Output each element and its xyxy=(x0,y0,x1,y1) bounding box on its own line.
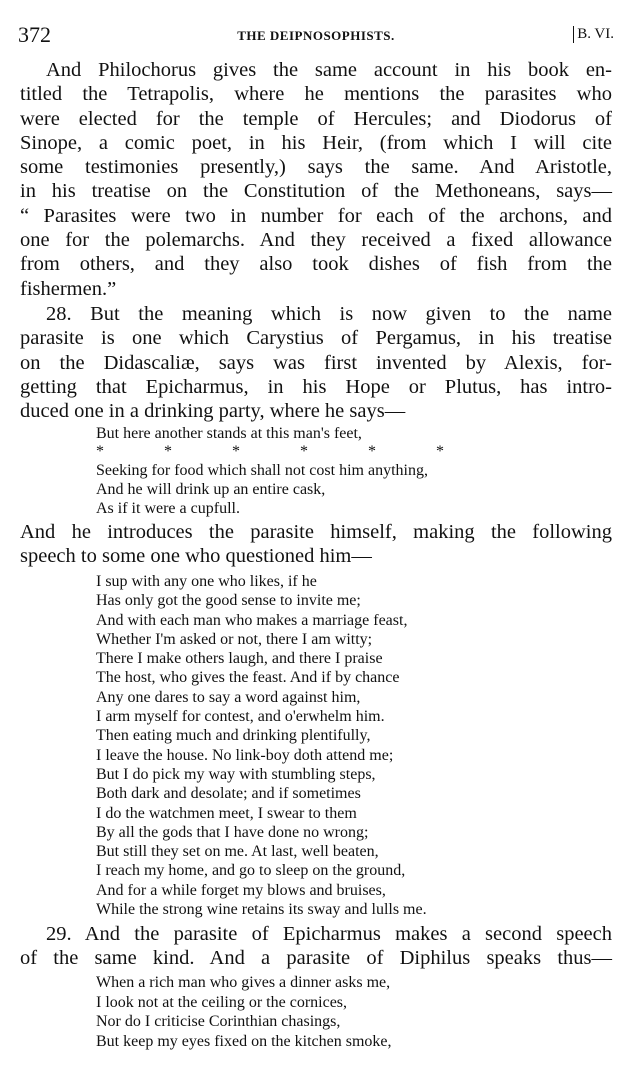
text-line: 29. And the parasite of Epicharmus makes a second speech xyxy=(46,923,612,945)
running-title: THE DEIPNOSOPHISTS. xyxy=(237,28,395,43)
star: * xyxy=(232,443,240,460)
verse-line: Then eating much and drinking plentifully, xyxy=(96,727,371,745)
verse-line: Both dark and desolate; and if sometimes xyxy=(96,785,361,803)
text-line: Sinope, a comic poet, in his Heir, (from which I will cite xyxy=(20,131,612,154)
verse-line: But still they set on me. At last, well beaten, xyxy=(96,843,379,861)
paragraph-introduces xyxy=(20,520,612,569)
star: * xyxy=(164,443,172,460)
verse-line: While the strong wine retains its sway and lulls me. xyxy=(96,901,427,919)
verse-line: But I do pick my way with stumbling steps, xyxy=(96,765,376,783)
verse-line: By all the gods that I have done no wrong; xyxy=(96,823,369,841)
text-line: from others, and they also took dishes of fish from the xyxy=(20,253,612,276)
verse-line: Has only got the good sense to invite me; xyxy=(96,592,361,610)
verse-line: I leave the house. No link-boy doth attend me; xyxy=(96,746,394,764)
text-line: of the same kind. And a parasite of Diphilus speaks thus— xyxy=(20,947,612,970)
verse-line: But keep my eyes fixed on the kitchen smoke, xyxy=(96,1032,392,1050)
verse-line: As if it were a cupfull. xyxy=(96,500,240,517)
verse-line: Nor do I criticise Corinthian chasings, xyxy=(96,1013,341,1030)
text-line: fishermen.” xyxy=(20,277,117,300)
text-line: And Philochorus gives the same account in his book en- xyxy=(46,59,612,81)
verse-parasite-speech xyxy=(96,572,516,919)
verse-line: But here another stands at this man's feet, xyxy=(96,425,362,442)
paragraph-philochorus xyxy=(20,58,612,301)
verse-line: The host, who gives the feast. And if by chance xyxy=(96,669,400,687)
text-line: getting that Epicharmus, in his Hope or Plutus, has intro- xyxy=(20,375,612,398)
verse-line: I look not at the ceiling or the cornices, xyxy=(96,993,348,1011)
text-line: duced one in a drinking party, where he says— xyxy=(20,400,406,423)
paragraph-29 xyxy=(20,922,612,971)
verse-line: I arm myself for contest, and o'erwhelm him. xyxy=(96,708,385,726)
verse-diphilus xyxy=(96,973,516,1051)
text-line: on the Didascaliæ, says was first invented by Alexis, for- xyxy=(20,351,612,374)
text-line: were elected for the temple of Hercules; and Diodorus of xyxy=(20,107,612,130)
text-line: some testimonies presently,) says the same. And Aristotle, xyxy=(20,156,612,179)
ellipsis-stars xyxy=(96,443,516,461)
verse-line: When a rich man who gives a dinner asks me, xyxy=(96,974,391,991)
verse-line: Whether I'm asked or not, there I am witty; xyxy=(96,630,373,648)
text-line: 28. But the meaning which is now given to the name xyxy=(46,303,612,325)
text-line: speech to some one who questioned him— xyxy=(20,545,372,568)
page-header xyxy=(18,22,614,52)
text-line: “ Parasites were two in number for each of the archons, and xyxy=(20,204,612,227)
star: * xyxy=(368,443,376,460)
verse-line: And he will drink up an entire cask, xyxy=(96,481,326,498)
text-line: titled the Tetrapolis, where he mentions the parasites who xyxy=(20,83,612,106)
verse-line: Seeking for food which shall not cost him anything, xyxy=(96,462,428,479)
text-line: parasite is one which Carystius of Pergamus, in his treatise xyxy=(20,327,612,350)
star: * xyxy=(300,443,308,460)
page-number: 372 xyxy=(18,22,51,47)
verse-line: And for a while forget my blows and bruises, xyxy=(96,881,386,899)
verse-line: Any one dares to say a word against him, xyxy=(96,688,361,706)
text-line: in his treatise on the Constitution of the Methoneans, says— xyxy=(20,180,612,203)
verse-line: And with each man who makes a marriage feast, xyxy=(96,611,408,629)
verse-line: I reach my home, and go to sleep on the ground, xyxy=(96,862,406,880)
section-marker: B. VI. xyxy=(573,26,614,43)
verse-line: I do the watchmen meet, I swear to them xyxy=(96,804,357,822)
text-line: And he introduces the parasite himself, making the following xyxy=(20,521,612,543)
verse-line: There I make others laugh, and there I praise xyxy=(96,650,383,668)
star: * xyxy=(436,443,444,460)
text-line: one for the polemarchs. And they received a fixed allowance xyxy=(20,229,612,252)
star: * xyxy=(96,443,104,460)
verse-line: I sup with any one who likes, if he xyxy=(96,573,317,590)
paragraph-28 xyxy=(20,302,612,423)
verse-epicharmus xyxy=(96,424,516,518)
